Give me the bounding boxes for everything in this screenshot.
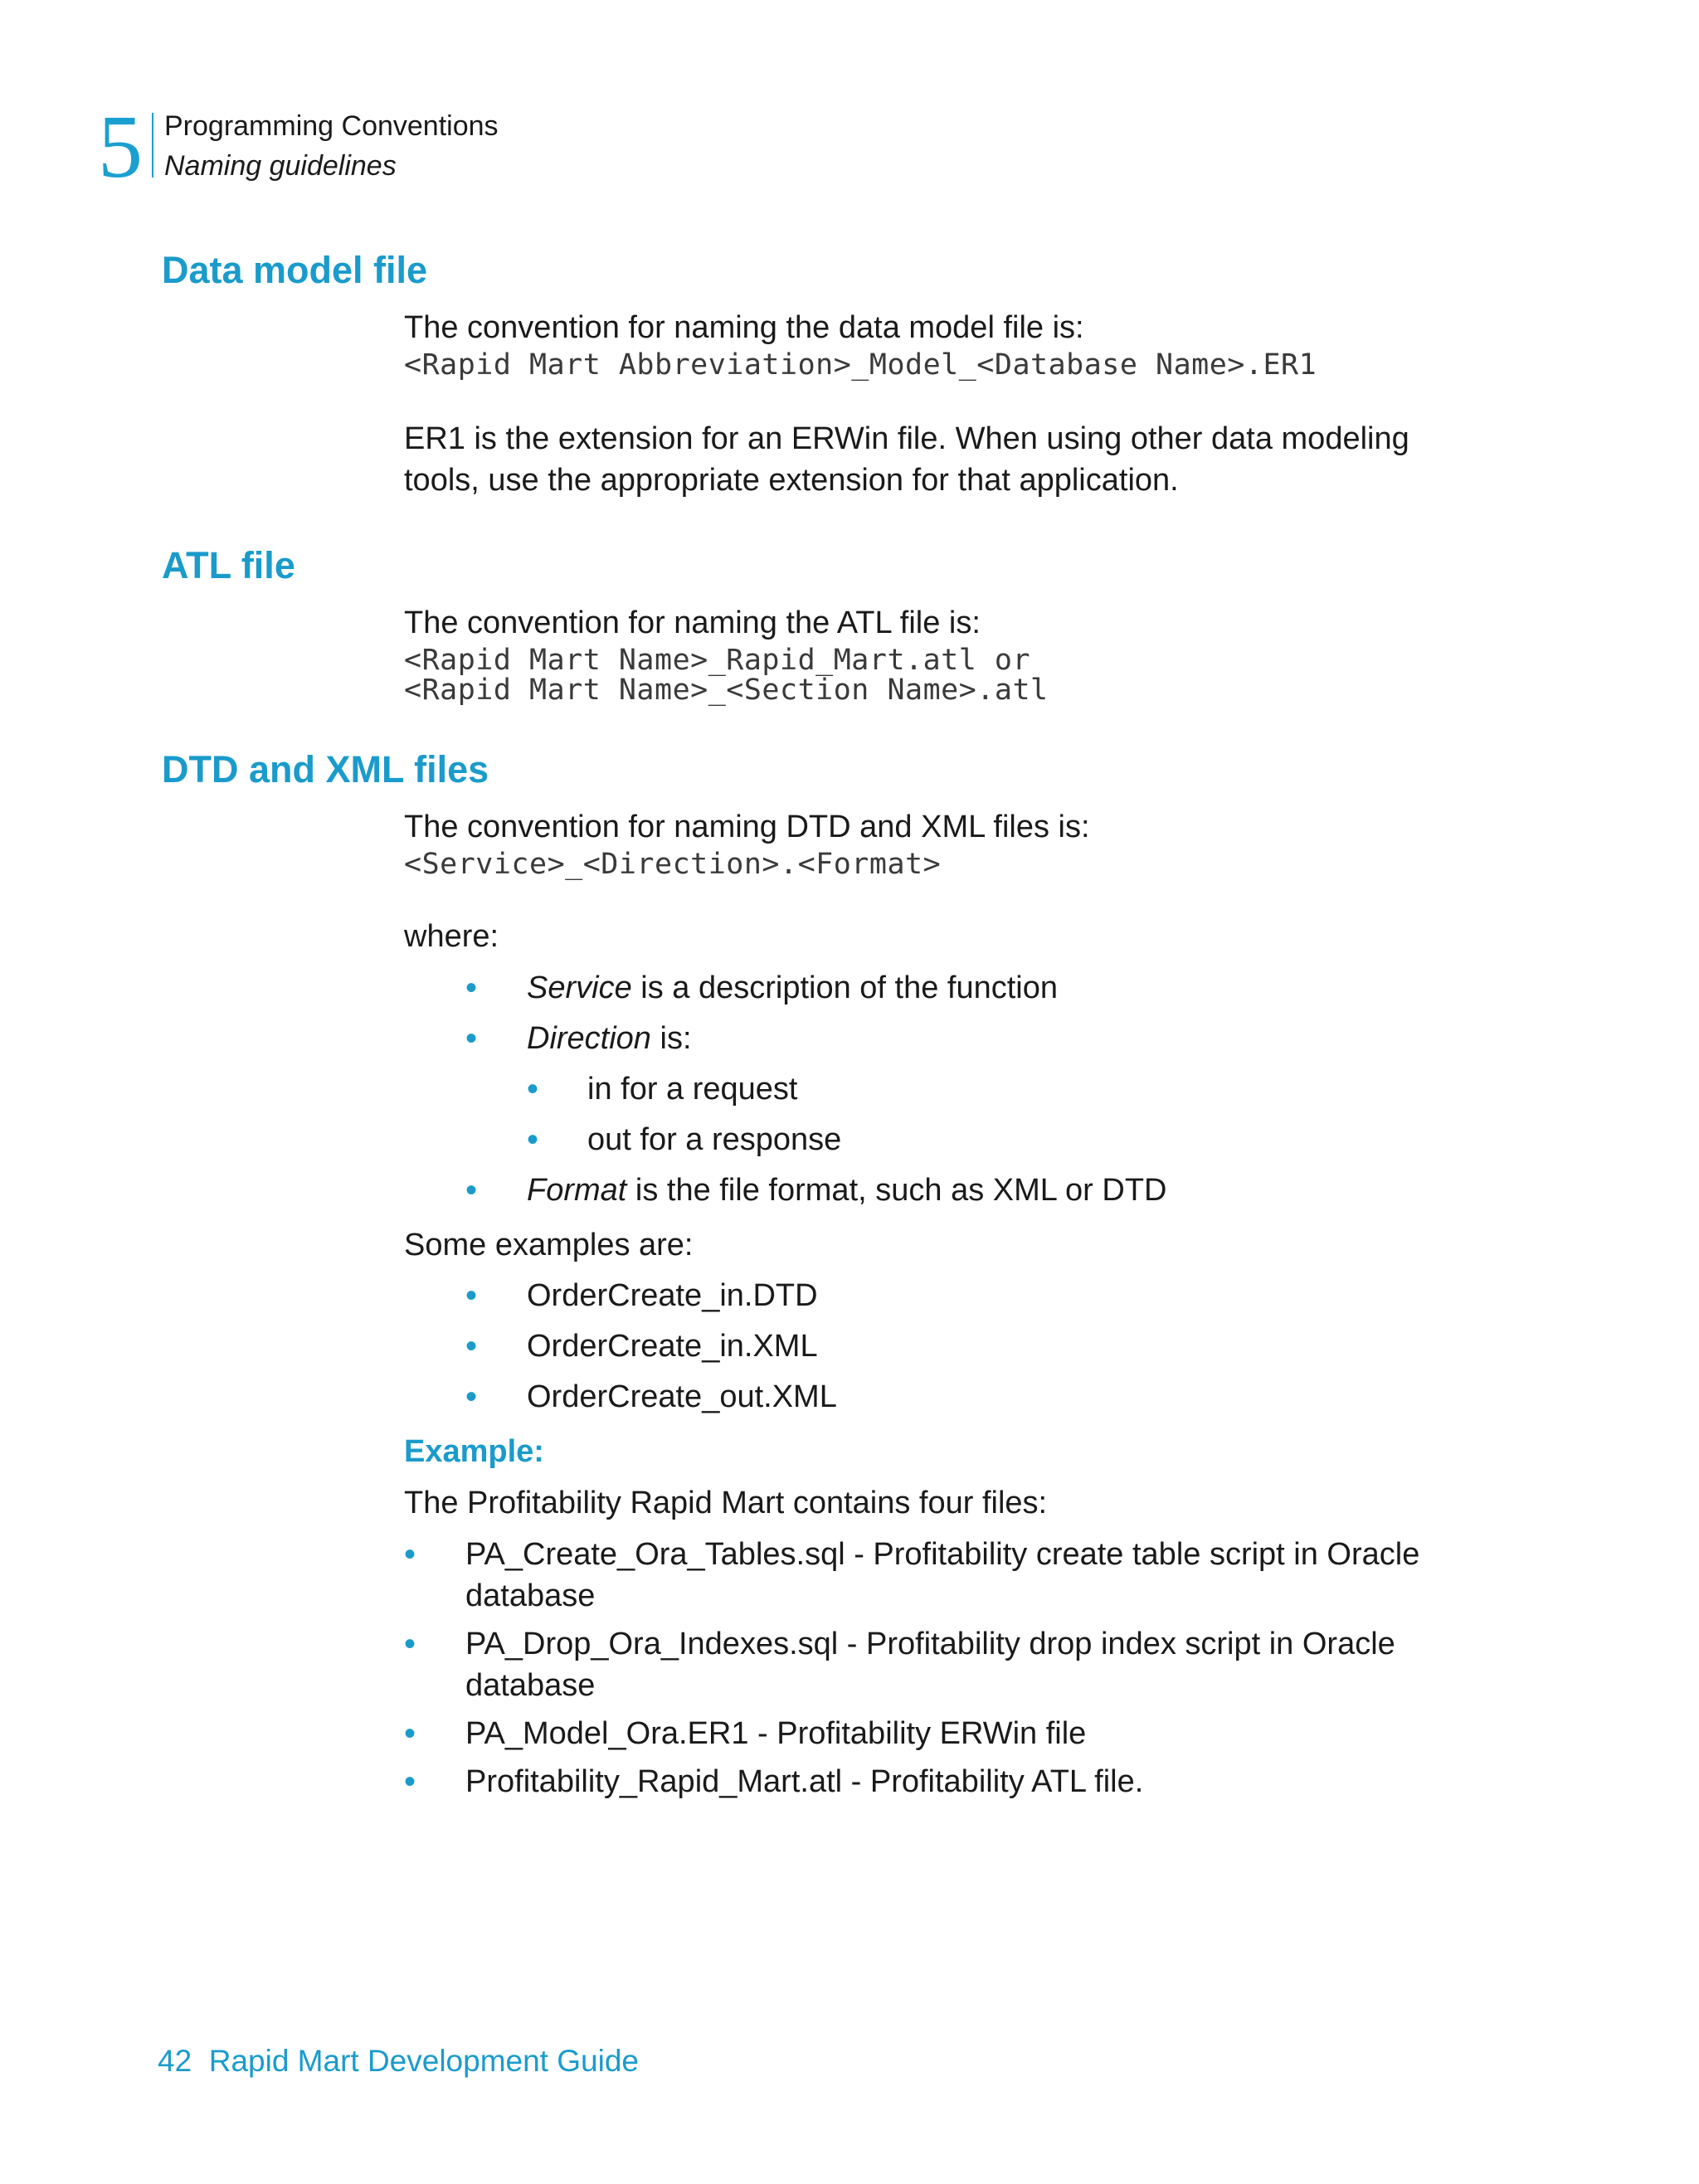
file-item-text: PA_Model_Ora.ER1 - Profitability ERWin file — [465, 1716, 1087, 1751]
heading-atl-file: ATL file — [162, 544, 295, 586]
dtd-xml-section-body — [404, 806, 1482, 1802]
direction-description: is: — [650, 1021, 692, 1056]
example-item — [404, 1325, 1482, 1367]
bullet-dot: • — [465, 1172, 478, 1209]
example-item — [404, 1376, 1482, 1418]
bullet-dot: • — [465, 1328, 478, 1364]
bullet-dot: • — [404, 1626, 416, 1662]
bullet-dot: • — [404, 1763, 416, 1800]
file-item-text: PA_Drop_Ora_Indexes.sql - Profitability drop index script in Oracle database — [465, 1627, 1395, 1703]
page-number: 42 — [158, 2044, 192, 2078]
example-item — [404, 1275, 1482, 1316]
bullet-dot: • — [465, 1379, 478, 1415]
format-description: is the file format, such as XML or DTD — [626, 1173, 1167, 1208]
file-item — [404, 1623, 1494, 1706]
chapter-number: 5 — [98, 98, 143, 197]
example-heading: Example: — [404, 1434, 544, 1469]
direction-in-text: in for a request — [587, 1072, 798, 1107]
bullet-dot: • — [404, 1715, 416, 1752]
direction-term: Direction — [527, 1021, 651, 1056]
direction-out-text: out for a response — [587, 1122, 842, 1157]
format-term: Format — [527, 1173, 627, 1208]
page-footer — [158, 2042, 639, 2080]
example-intro: The Profitability Rapid Mart contains four files: — [404, 1486, 1048, 1520]
where-label: where: — [404, 919, 499, 954]
service-term: Service — [527, 970, 632, 1005]
examples-label: Some examples are: — [404, 1228, 694, 1262]
example-item-text: OrderCreate_in.DTD — [527, 1278, 818, 1313]
chapter-divider — [152, 113, 153, 178]
file-item — [404, 1713, 1494, 1754]
bullet-dot: • — [527, 1071, 539, 1107]
data-model-intro: The convention for naming the data model file is: — [404, 310, 1084, 345]
bullet-dot: • — [465, 1277, 478, 1314]
sub-bullet-out — [404, 1119, 1482, 1160]
atl-intro: The convention for naming the ATL file is: — [404, 606, 981, 640]
data-model-code: <Rapid Mart Abbreviation>_Model_<Database Name>.ER1 — [404, 348, 1317, 382]
bullet-direction — [404, 1018, 1482, 1059]
bullet-dot: • — [404, 1536, 416, 1573]
file-item-text: Profitability_Rapid_Mart.atl - Profitability ATL file. — [465, 1764, 1144, 1799]
bullet-format — [404, 1170, 1482, 1211]
heading-dtd-xml-files: DTD and XML files — [162, 748, 489, 790]
example-item-text: OrderCreate_in.XML — [527, 1329, 818, 1364]
atl-section-body — [404, 602, 1482, 705]
service-description: is a description of the function — [631, 970, 1059, 1005]
dtd-xml-code: <Service>_<Direction>.<Format> — [404, 848, 942, 881]
section-title: Naming guidelines — [164, 150, 397, 182]
file-item-text: PA_Create_Ora_Tables.sql - Profitability create table script in Oracle database — [465, 1537, 1420, 1613]
dtd-xml-intro: The convention for naming DTD and XML files is: — [404, 810, 1090, 844]
sub-bullet-in — [404, 1068, 1482, 1110]
data-model-section-body — [404, 307, 1482, 501]
atl-code-line-1: <Rapid Mart Name>_Rapid_Mart.atl or — [404, 644, 1031, 677]
file-item — [404, 1761, 1494, 1802]
atl-code-line-2: <Rapid Mart Name>_<Section Name>.atl — [404, 674, 1049, 707]
book-title: Rapid Mart Development Guide — [208, 2044, 639, 2078]
bullet-service — [404, 967, 1482, 1009]
bullet-dot: • — [465, 970, 478, 1006]
bullet-dot: • — [465, 1020, 478, 1057]
file-item — [404, 1534, 1494, 1617]
heading-data-model-file: Data model file — [162, 249, 428, 291]
example-item-text: OrderCreate_out.XML — [527, 1379, 837, 1414]
chapter-title: Programming Conventions — [164, 110, 499, 142]
bullet-dot: • — [527, 1121, 539, 1158]
data-model-note: ER1 is the extension for an ERWin file. When using other data modeling tools, use the appropriate extension for that application. — [404, 421, 1409, 498]
